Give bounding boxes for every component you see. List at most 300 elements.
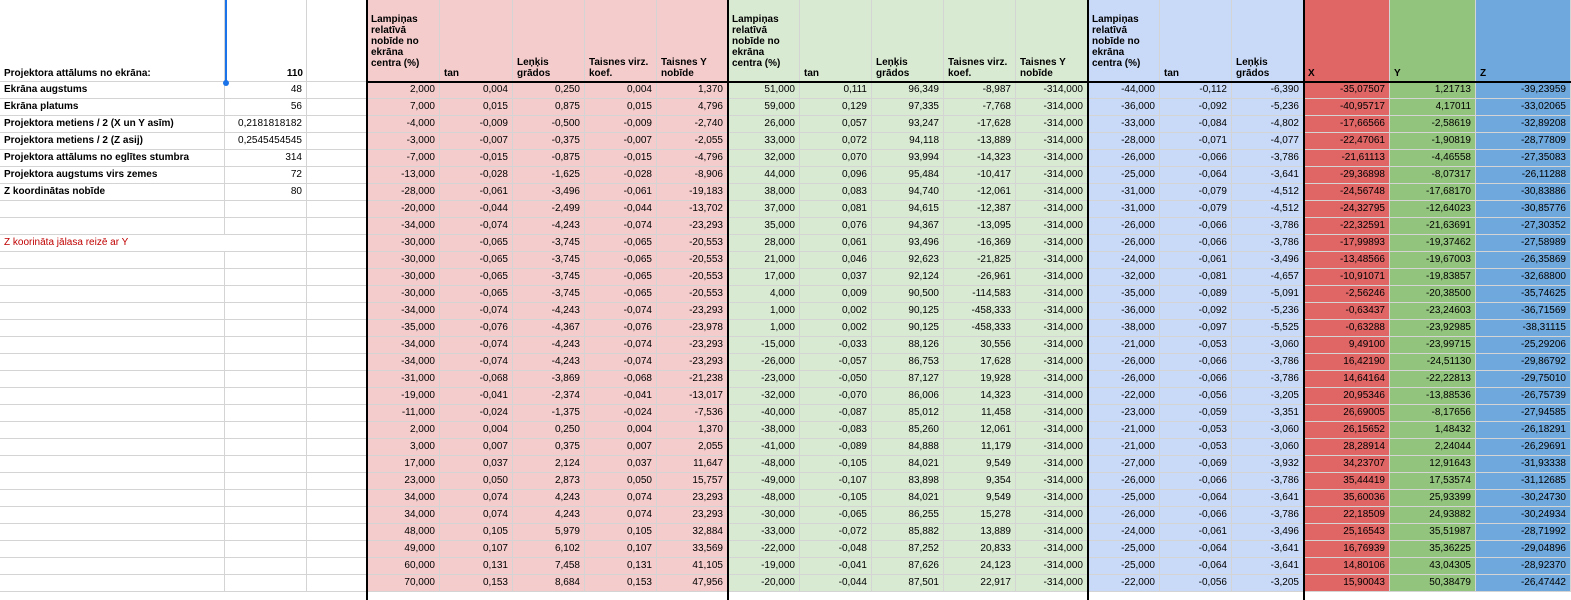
table-cell[interactable]: -314,000 (1016, 456, 1088, 473)
table-cell[interactable]: -5,091 (1232, 286, 1304, 303)
table-cell[interactable]: -0,066 (1160, 473, 1232, 490)
table-cell[interactable]: -49,000 (728, 473, 800, 490)
empty-cell[interactable] (0, 524, 225, 541)
table-cell[interactable]: 94,367 (872, 218, 944, 235)
table-cell[interactable]: 84,021 (872, 456, 944, 473)
table-cell[interactable]: -20,553 (657, 235, 728, 252)
table-cell[interactable]: 24,123 (944, 558, 1016, 575)
empty-cell[interactable] (225, 490, 307, 507)
empty-cell[interactable] (0, 422, 225, 439)
table-cell[interactable]: -4,243 (513, 303, 585, 320)
table-cell[interactable]: 88,126 (872, 337, 944, 354)
table-cell[interactable]: 43,04305 (1390, 558, 1476, 575)
empty-cell[interactable] (225, 320, 307, 337)
table-cell[interactable]: -1,375 (513, 405, 585, 422)
empty-cell[interactable] (0, 371, 225, 388)
empty-cell[interactable] (225, 388, 307, 405)
empty-cell[interactable] (307, 337, 367, 354)
table-cell[interactable]: 35,36225 (1390, 541, 1476, 558)
table-cell[interactable]: -3,869 (513, 371, 585, 388)
table-cell[interactable]: 0,083 (800, 184, 872, 201)
table-cell[interactable]: -26,961 (944, 269, 1016, 286)
table-cell[interactable]: -26,000 (1088, 371, 1160, 388)
table-cell[interactable]: 17,000 (367, 456, 440, 473)
table-cell[interactable]: -11,000 (367, 405, 440, 422)
column-header[interactable]: X (1304, 0, 1390, 82)
table-cell[interactable]: 16,76939 (1304, 541, 1390, 558)
table-cell[interactable]: -0,061 (1160, 524, 1232, 541)
table-cell[interactable]: 0,875 (513, 99, 585, 116)
empty-cell[interactable] (225, 456, 307, 473)
table-cell[interactable]: -0,875 (513, 150, 585, 167)
table-cell[interactable]: -0,066 (1160, 150, 1232, 167)
table-cell[interactable]: -7,000 (367, 150, 440, 167)
table-cell[interactable]: -22,32591 (1304, 218, 1390, 235)
table-cell[interactable]: 25,16543 (1304, 524, 1390, 541)
table-cell[interactable]: -0,072 (800, 524, 872, 541)
empty-cell[interactable] (225, 303, 307, 320)
table-cell[interactable]: 1,48432 (1390, 422, 1476, 439)
table-cell[interactable]: -0,071 (1160, 133, 1232, 150)
table-cell[interactable]: -0,024 (585, 405, 657, 422)
empty-cell[interactable] (225, 371, 307, 388)
empty-cell[interactable] (307, 558, 367, 575)
table-cell[interactable]: -40,000 (728, 405, 800, 422)
table-cell[interactable]: 86,255 (872, 507, 944, 524)
table-cell[interactable]: -0,056 (1160, 575, 1232, 592)
table-cell[interactable]: -314,000 (1016, 150, 1088, 167)
table-cell[interactable]: -29,04896 (1476, 541, 1571, 558)
table-cell[interactable]: -4,243 (513, 354, 585, 371)
table-cell[interactable]: 25,93399 (1390, 490, 1476, 507)
table-cell[interactable]: 15,278 (944, 507, 1016, 524)
table-cell[interactable]: 14,323 (944, 388, 1016, 405)
empty-cell[interactable] (307, 473, 367, 490)
table-cell[interactable]: 1,370 (657, 422, 728, 439)
table-cell[interactable]: 33,569 (657, 541, 728, 558)
table-cell[interactable]: -29,86792 (1476, 354, 1571, 371)
table-cell[interactable]: -0,105 (800, 456, 872, 473)
table-cell[interactable]: -0,065 (585, 252, 657, 269)
table-cell[interactable]: -24,000 (1088, 252, 1160, 269)
table-cell[interactable]: -24,51130 (1390, 354, 1476, 371)
table-cell[interactable]: -28,71992 (1476, 524, 1571, 541)
table-cell[interactable]: 1,000 (728, 303, 800, 320)
table-cell[interactable]: -4,367 (513, 320, 585, 337)
table-cell[interactable]: -12,64023 (1390, 201, 1476, 218)
table-cell[interactable]: -25,000 (1088, 167, 1160, 184)
table-cell[interactable]: 1,000 (728, 320, 800, 337)
param-label[interactable]: Projektora metiens / 2 (X un Y asīm) (0, 116, 225, 133)
table-cell[interactable]: -3,745 (513, 252, 585, 269)
table-cell[interactable]: -314,000 (1016, 337, 1088, 354)
table-cell[interactable]: -0,074 (440, 303, 513, 320)
empty-cell[interactable] (225, 218, 307, 235)
empty-cell[interactable] (0, 405, 225, 422)
table-cell[interactable]: -314,000 (1016, 405, 1088, 422)
table-cell[interactable]: -0,089 (800, 439, 872, 456)
table-cell[interactable]: 8,684 (513, 575, 585, 592)
table-cell[interactable]: 0,375 (513, 439, 585, 456)
table-cell[interactable]: -13,889 (944, 133, 1016, 150)
table-cell[interactable]: 85,012 (872, 405, 944, 422)
table-cell[interactable]: -0,105 (800, 490, 872, 507)
table-cell[interactable]: 0,131 (440, 558, 513, 575)
column-header[interactable]: Lampiņas relatīvā nobīde no ekrāna centra (%) (367, 0, 440, 82)
table-cell[interactable]: 0,250 (513, 82, 585, 99)
table-cell[interactable]: -10,91071 (1304, 269, 1390, 286)
param-value[interactable]: 48 (225, 82, 307, 99)
table-cell[interactable]: -0,050 (800, 371, 872, 388)
table-cell[interactable]: 0,009 (800, 286, 872, 303)
table-cell[interactable]: -22,22813 (1390, 371, 1476, 388)
table-cell[interactable]: -36,71569 (1476, 303, 1571, 320)
empty-cell[interactable] (307, 184, 367, 201)
table-cell[interactable]: -3,786 (1232, 235, 1304, 252)
table-cell[interactable]: -3,496 (1232, 524, 1304, 541)
table-cell[interactable]: 2,124 (513, 456, 585, 473)
table-cell[interactable]: 84,888 (872, 439, 944, 456)
table-cell[interactable]: 0,004 (440, 82, 513, 99)
table-cell[interactable]: -0,065 (585, 286, 657, 303)
table-cell[interactable]: 2,000 (367, 82, 440, 99)
table-cell[interactable]: -3,000 (367, 133, 440, 150)
table-cell[interactable]: -0,024 (440, 405, 513, 422)
empty-cell[interactable] (225, 405, 307, 422)
empty-cell[interactable] (307, 507, 367, 524)
param-value[interactable]: 110 (225, 0, 307, 82)
empty-cell[interactable] (307, 218, 367, 235)
table-cell[interactable]: 23,293 (657, 490, 728, 507)
table-cell[interactable]: -314,000 (1016, 371, 1088, 388)
empty-cell[interactable] (307, 286, 367, 303)
table-cell[interactable]: 4,243 (513, 490, 585, 507)
column-header[interactable]: Leņķis grādos (872, 0, 944, 82)
empty-cell[interactable] (225, 252, 307, 269)
empty-cell[interactable] (225, 286, 307, 303)
table-cell[interactable]: 83,898 (872, 473, 944, 490)
table-cell[interactable]: -10,417 (944, 167, 1016, 184)
table-cell[interactable]: 87,127 (872, 371, 944, 388)
empty-cell[interactable] (307, 422, 367, 439)
table-cell[interactable]: -0,056 (1160, 388, 1232, 405)
column-header[interactable]: Taisnes Y nobīde (657, 0, 728, 82)
table-cell[interactable]: -3,641 (1232, 167, 1304, 184)
table-cell[interactable]: -3,786 (1232, 354, 1304, 371)
table-cell[interactable]: 4,796 (657, 99, 728, 116)
table-cell[interactable]: -3,060 (1232, 439, 1304, 456)
empty-cell[interactable] (307, 150, 367, 167)
table-cell[interactable]: -38,000 (1088, 320, 1160, 337)
table-cell[interactable]: 0,004 (585, 422, 657, 439)
table-cell[interactable]: -314,000 (1016, 422, 1088, 439)
table-cell[interactable]: -0,076 (585, 320, 657, 337)
table-cell[interactable]: -0,079 (1160, 184, 1232, 201)
table-cell[interactable]: -34,000 (367, 303, 440, 320)
empty-cell[interactable] (0, 303, 225, 320)
table-cell[interactable]: -4,512 (1232, 201, 1304, 218)
table-cell[interactable]: 35,44419 (1304, 473, 1390, 490)
table-cell[interactable]: -314,000 (1016, 82, 1088, 99)
table-cell[interactable]: -0,028 (585, 167, 657, 184)
table-cell[interactable]: -26,000 (1088, 218, 1160, 235)
table-cell[interactable]: -314,000 (1016, 541, 1088, 558)
table-cell[interactable]: -19,183 (657, 184, 728, 201)
empty-cell[interactable] (0, 575, 225, 592)
table-cell[interactable]: -17,99893 (1304, 235, 1390, 252)
table-cell[interactable]: 24,93882 (1390, 507, 1476, 524)
table-cell[interactable]: -2,740 (657, 116, 728, 133)
table-cell[interactable]: -30,24934 (1476, 507, 1571, 524)
table-cell[interactable]: -3,932 (1232, 456, 1304, 473)
table-cell[interactable]: -0,048 (800, 541, 872, 558)
column-header[interactable]: Leņķis grādos (513, 0, 585, 82)
table-cell[interactable]: -5,236 (1232, 99, 1304, 116)
table-cell[interactable]: 0,002 (800, 303, 872, 320)
table-cell[interactable]: 0,070 (800, 150, 872, 167)
empty-cell[interactable] (307, 201, 367, 218)
empty-cell[interactable] (307, 0, 367, 82)
table-cell[interactable]: 44,000 (728, 167, 800, 184)
table-cell[interactable]: 0,074 (585, 490, 657, 507)
table-cell[interactable]: -0,074 (585, 218, 657, 235)
table-cell[interactable]: 4,243 (513, 507, 585, 524)
empty-cell[interactable] (0, 218, 225, 235)
table-cell[interactable]: -0,044 (440, 201, 513, 218)
empty-cell[interactable] (225, 541, 307, 558)
table-cell[interactable]: -3,745 (513, 286, 585, 303)
table-cell[interactable]: 6,102 (513, 541, 585, 558)
table-cell[interactable]: 0,072 (800, 133, 872, 150)
table-cell[interactable]: 22,18509 (1304, 507, 1390, 524)
table-cell[interactable]: -0,076 (440, 320, 513, 337)
table-cell[interactable]: -41,000 (728, 439, 800, 456)
table-cell[interactable]: -8,17656 (1390, 405, 1476, 422)
empty-cell[interactable] (0, 354, 225, 371)
empty-cell[interactable] (225, 524, 307, 541)
table-cell[interactable]: -24,56748 (1304, 184, 1390, 201)
table-cell[interactable]: 93,247 (872, 116, 944, 133)
param-value[interactable]: 80 (225, 184, 307, 201)
param-label[interactable]: Projektora attālums no ekrāna: (0, 0, 225, 82)
table-cell[interactable]: -31,12685 (1476, 473, 1571, 490)
table-cell[interactable]: 92,623 (872, 252, 944, 269)
table-cell[interactable]: -3,496 (513, 184, 585, 201)
table-cell[interactable]: 23,000 (367, 473, 440, 490)
table-cell[interactable]: -26,29691 (1476, 439, 1571, 456)
table-cell[interactable]: 97,335 (872, 99, 944, 116)
table-cell[interactable]: 15,90043 (1304, 575, 1390, 592)
table-cell[interactable]: -13,017 (657, 388, 728, 405)
empty-cell[interactable] (307, 354, 367, 371)
table-cell[interactable]: 26,000 (728, 116, 800, 133)
table-cell[interactable]: 28,000 (728, 235, 800, 252)
table-cell[interactable]: -0,092 (1160, 99, 1232, 116)
table-cell[interactable]: -0,074 (440, 337, 513, 354)
table-cell[interactable]: -27,35083 (1476, 150, 1571, 167)
table-cell[interactable]: -20,553 (657, 269, 728, 286)
empty-cell[interactable] (307, 303, 367, 320)
empty-cell[interactable] (225, 337, 307, 354)
table-cell[interactable]: 0,004 (585, 82, 657, 99)
empty-cell[interactable] (307, 541, 367, 558)
column-header[interactable]: Leņķis grādos (1232, 0, 1304, 82)
table-cell[interactable]: -29,75010 (1476, 371, 1571, 388)
table-cell[interactable]: 0,129 (800, 99, 872, 116)
table-cell[interactable]: 0,107 (440, 541, 513, 558)
table-cell[interactable]: 33,000 (728, 133, 800, 150)
table-cell[interactable]: -19,83857 (1390, 269, 1476, 286)
table-cell[interactable]: 0,057 (800, 116, 872, 133)
table-cell[interactable]: -0,065 (800, 507, 872, 524)
table-cell[interactable]: 0,153 (440, 575, 513, 592)
table-cell[interactable]: -8,906 (657, 167, 728, 184)
table-cell[interactable]: -21,238 (657, 371, 728, 388)
table-cell[interactable]: -0,007 (440, 133, 513, 150)
table-cell[interactable]: -0,074 (585, 303, 657, 320)
table-cell[interactable]: 7,458 (513, 558, 585, 575)
table-cell[interactable]: -0,074 (585, 354, 657, 371)
table-cell[interactable]: 0,007 (585, 439, 657, 456)
table-cell[interactable]: -0,066 (1160, 235, 1232, 252)
empty-cell[interactable] (307, 575, 367, 592)
empty-cell[interactable] (307, 133, 367, 150)
empty-cell[interactable] (225, 269, 307, 286)
table-cell[interactable]: -30,000 (367, 269, 440, 286)
table-cell[interactable]: 0,074 (440, 507, 513, 524)
table-cell[interactable]: -16,369 (944, 235, 1016, 252)
table-cell[interactable]: 2,24044 (1390, 439, 1476, 456)
table-cell[interactable]: -25,000 (1088, 490, 1160, 507)
table-cell[interactable]: -314,000 (1016, 184, 1088, 201)
empty-cell[interactable] (307, 439, 367, 456)
table-cell[interactable]: -39,23959 (1476, 82, 1571, 99)
param-label[interactable]: Projektora attālums no eglītes stumbra (0, 150, 225, 167)
param-label[interactable]: Z koordinātas nobīde (0, 184, 225, 201)
table-cell[interactable]: -21,825 (944, 252, 1016, 269)
table-cell[interactable]: -3,786 (1232, 218, 1304, 235)
table-cell[interactable]: 0,076 (800, 218, 872, 235)
table-cell[interactable]: -34,000 (367, 337, 440, 354)
table-cell[interactable]: -24,000 (1088, 524, 1160, 541)
table-cell[interactable]: -32,89208 (1476, 116, 1571, 133)
table-cell[interactable]: 32,000 (728, 150, 800, 167)
table-cell[interactable]: 49,000 (367, 541, 440, 558)
table-cell[interactable]: 48,000 (367, 524, 440, 541)
empty-cell[interactable] (0, 473, 225, 490)
table-cell[interactable]: -458,333 (944, 320, 1016, 337)
table-cell[interactable]: 35,000 (728, 218, 800, 235)
table-cell[interactable]: 51,000 (728, 82, 800, 99)
table-cell[interactable]: -26,000 (1088, 235, 1160, 252)
column-header[interactable]: Taisnes Y nobīde (1016, 0, 1088, 82)
table-cell[interactable]: -0,375 (513, 133, 585, 150)
table-cell[interactable]: -20,000 (728, 575, 800, 592)
column-header[interactable]: Taisnes virz. koef. (585, 0, 657, 82)
table-cell[interactable]: 59,000 (728, 99, 800, 116)
table-cell[interactable]: -33,000 (728, 524, 800, 541)
empty-cell[interactable] (307, 99, 367, 116)
table-cell[interactable]: 19,928 (944, 371, 1016, 388)
table-cell[interactable]: -32,000 (728, 388, 800, 405)
empty-cell[interactable] (0, 490, 225, 507)
param-value[interactable]: 72 (225, 167, 307, 184)
table-cell[interactable]: 0,107 (585, 541, 657, 558)
table-cell[interactable]: -0,083 (800, 422, 872, 439)
table-cell[interactable]: -314,000 (1016, 99, 1088, 116)
table-cell[interactable]: -4,243 (513, 337, 585, 354)
table-cell[interactable]: 50,38479 (1390, 575, 1476, 592)
table-cell[interactable]: -27,94585 (1476, 405, 1571, 422)
table-cell[interactable]: -4,802 (1232, 116, 1304, 133)
table-cell[interactable]: -0,107 (800, 473, 872, 490)
empty-cell[interactable] (225, 354, 307, 371)
table-cell[interactable]: -314,000 (1016, 490, 1088, 507)
empty-cell[interactable] (0, 320, 225, 337)
table-cell[interactable]: -26,75739 (1476, 388, 1571, 405)
table-cell[interactable]: 95,484 (872, 167, 944, 184)
table-cell[interactable]: -3,496 (1232, 252, 1304, 269)
table-cell[interactable]: -28,000 (1088, 133, 1160, 150)
table-cell[interactable]: -32,000 (1088, 269, 1160, 286)
empty-cell[interactable] (0, 541, 225, 558)
table-cell[interactable]: -0,028 (440, 167, 513, 184)
table-cell[interactable]: -23,293 (657, 337, 728, 354)
table-cell[interactable]: -314,000 (1016, 252, 1088, 269)
table-cell[interactable]: -20,000 (367, 201, 440, 218)
empty-cell[interactable] (225, 422, 307, 439)
table-cell[interactable]: 92,124 (872, 269, 944, 286)
table-cell[interactable]: -7,536 (657, 405, 728, 422)
table-cell[interactable]: -31,93338 (1476, 456, 1571, 473)
table-cell[interactable]: -21,000 (1088, 422, 1160, 439)
empty-cell[interactable] (0, 201, 225, 218)
table-cell[interactable]: 41,105 (657, 558, 728, 575)
table-cell[interactable]: -3,786 (1232, 150, 1304, 167)
table-cell[interactable]: -35,07507 (1304, 82, 1390, 99)
table-cell[interactable]: -0,064 (1160, 558, 1232, 575)
table-cell[interactable]: 9,49100 (1304, 337, 1390, 354)
table-cell[interactable]: -27,000 (1088, 456, 1160, 473)
table-cell[interactable]: 22,917 (944, 575, 1016, 592)
table-cell[interactable]: 96,349 (872, 82, 944, 99)
table-cell[interactable]: -0,064 (1160, 541, 1232, 558)
table-cell[interactable]: -12,061 (944, 184, 1016, 201)
table-cell[interactable]: -38,31115 (1476, 320, 1571, 337)
table-cell[interactable]: -27,58989 (1476, 235, 1571, 252)
table-cell[interactable]: 0,037 (585, 456, 657, 473)
empty-cell[interactable] (307, 252, 367, 269)
empty-cell[interactable] (307, 116, 367, 133)
table-cell[interactable]: 35,60036 (1304, 490, 1390, 507)
table-cell[interactable]: -34,000 (367, 218, 440, 235)
table-cell[interactable]: 26,15652 (1304, 422, 1390, 439)
empty-cell[interactable] (225, 439, 307, 456)
table-cell[interactable]: -30,000 (367, 235, 440, 252)
table-cell[interactable]: 37,000 (728, 201, 800, 218)
table-cell[interactable]: -314,000 (1016, 558, 1088, 575)
table-cell[interactable]: -12,387 (944, 201, 1016, 218)
table-cell[interactable]: -0,065 (440, 286, 513, 303)
table-cell[interactable]: -27,30352 (1476, 218, 1571, 235)
table-cell[interactable]: -0,065 (440, 235, 513, 252)
table-cell[interactable]: -0,63437 (1304, 303, 1390, 320)
table-cell[interactable]: -2,374 (513, 388, 585, 405)
table-cell[interactable]: -0,087 (800, 405, 872, 422)
table-cell[interactable]: -0,112 (1160, 82, 1232, 99)
table-cell[interactable]: -0,066 (1160, 218, 1232, 235)
table-cell[interactable]: 34,000 (367, 507, 440, 524)
